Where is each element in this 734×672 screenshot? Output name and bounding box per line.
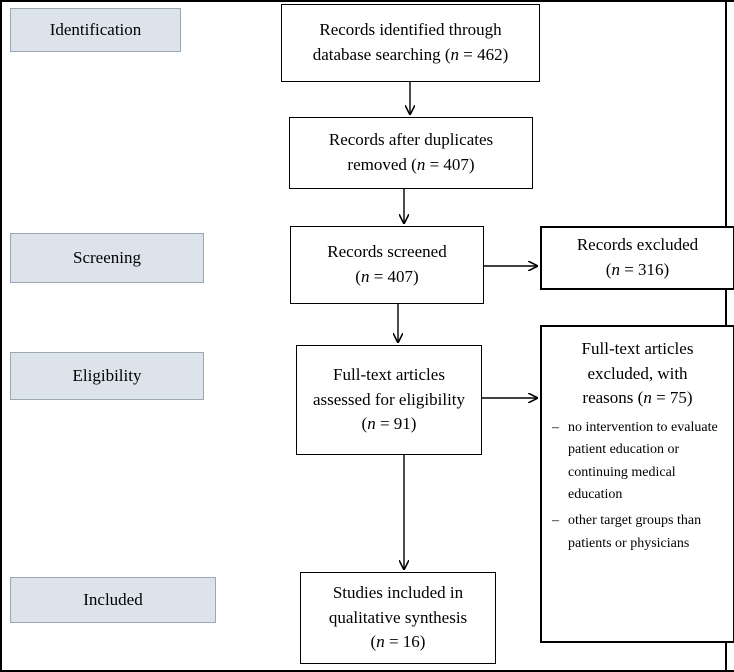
- box-fulltext-excluded-line-3: reasons (n = 75): [582, 388, 693, 408]
- box-fulltext-assessed-line-3: (n = 91): [361, 414, 417, 434]
- exclusion-reason-text: other target groups than patients or physicians: [568, 513, 702, 551]
- reason-dash-marker: –: [552, 513, 559, 529]
- stage-screening-label: Screening: [73, 248, 141, 267]
- box-records-identified: [281, 4, 540, 82]
- box-fulltext-assessed-line-2: assessed for eligibility: [312, 389, 466, 409]
- stage-eligibility: [10, 352, 204, 400]
- box-studies-included: [300, 572, 496, 664]
- box-records-after-duplicates-line-2: removed (n = 407): [347, 155, 475, 174]
- box-records-screened: [290, 226, 484, 304]
- box-records-screened-line-1: Records screened: [327, 242, 447, 262]
- box-records-identified-line-2: database searching (n = 462): [312, 45, 509, 64]
- box-fulltext-excluded-heading: [552, 337, 723, 411]
- box-studies-included-line-3: (n = 16): [370, 632, 426, 652]
- exclusion-reason-item: [552, 510, 723, 555]
- box-records-after-duplicates-line-1: Records after duplicates: [328, 130, 494, 150]
- box-records-excluded-line-1: Records excluded: [576, 235, 699, 255]
- stage-eligibility-label: Eligibility: [72, 366, 142, 385]
- stage-screening: [10, 233, 204, 283]
- frame-left-line: [0, 0, 2, 672]
- box-records-excluded-line-2: (n = 316): [605, 260, 670, 279]
- box-records-excluded: [540, 226, 734, 290]
- box-fulltext-assessed-line-1: Full-text articles: [333, 365, 445, 385]
- exclusion-reason-item: [552, 417, 723, 507]
- box-records-after-duplicates: [289, 117, 533, 189]
- box-fulltext-assessed: [296, 345, 482, 455]
- stage-identification-label: Identification: [49, 20, 142, 39]
- stage-included-label: Included: [83, 590, 143, 609]
- box-records-identified-line-1: Records identified through: [319, 20, 502, 40]
- reason-dash-marker: –: [552, 419, 559, 435]
- box-records-screened-line-2: (n = 407): [355, 267, 419, 286]
- stage-included: [10, 577, 216, 623]
- exclusion-reason-text: no intervention to evaluate patient education or continuing medical education: [568, 419, 718, 503]
- box-fulltext-excluded-line-2: excluded, with: [587, 363, 688, 383]
- box-studies-included-line-1: Studies included in: [332, 583, 464, 603]
- box-fulltext-excluded: [540, 325, 734, 643]
- box-fulltext-excluded-line-1: Full-text articles: [581, 339, 694, 358]
- exclusion-reasons-list: [552, 417, 723, 555]
- box-studies-included-line-2: qualitative synthesis: [328, 607, 468, 627]
- stage-identification: [10, 8, 181, 52]
- frame-top-line: [0, 0, 734, 2]
